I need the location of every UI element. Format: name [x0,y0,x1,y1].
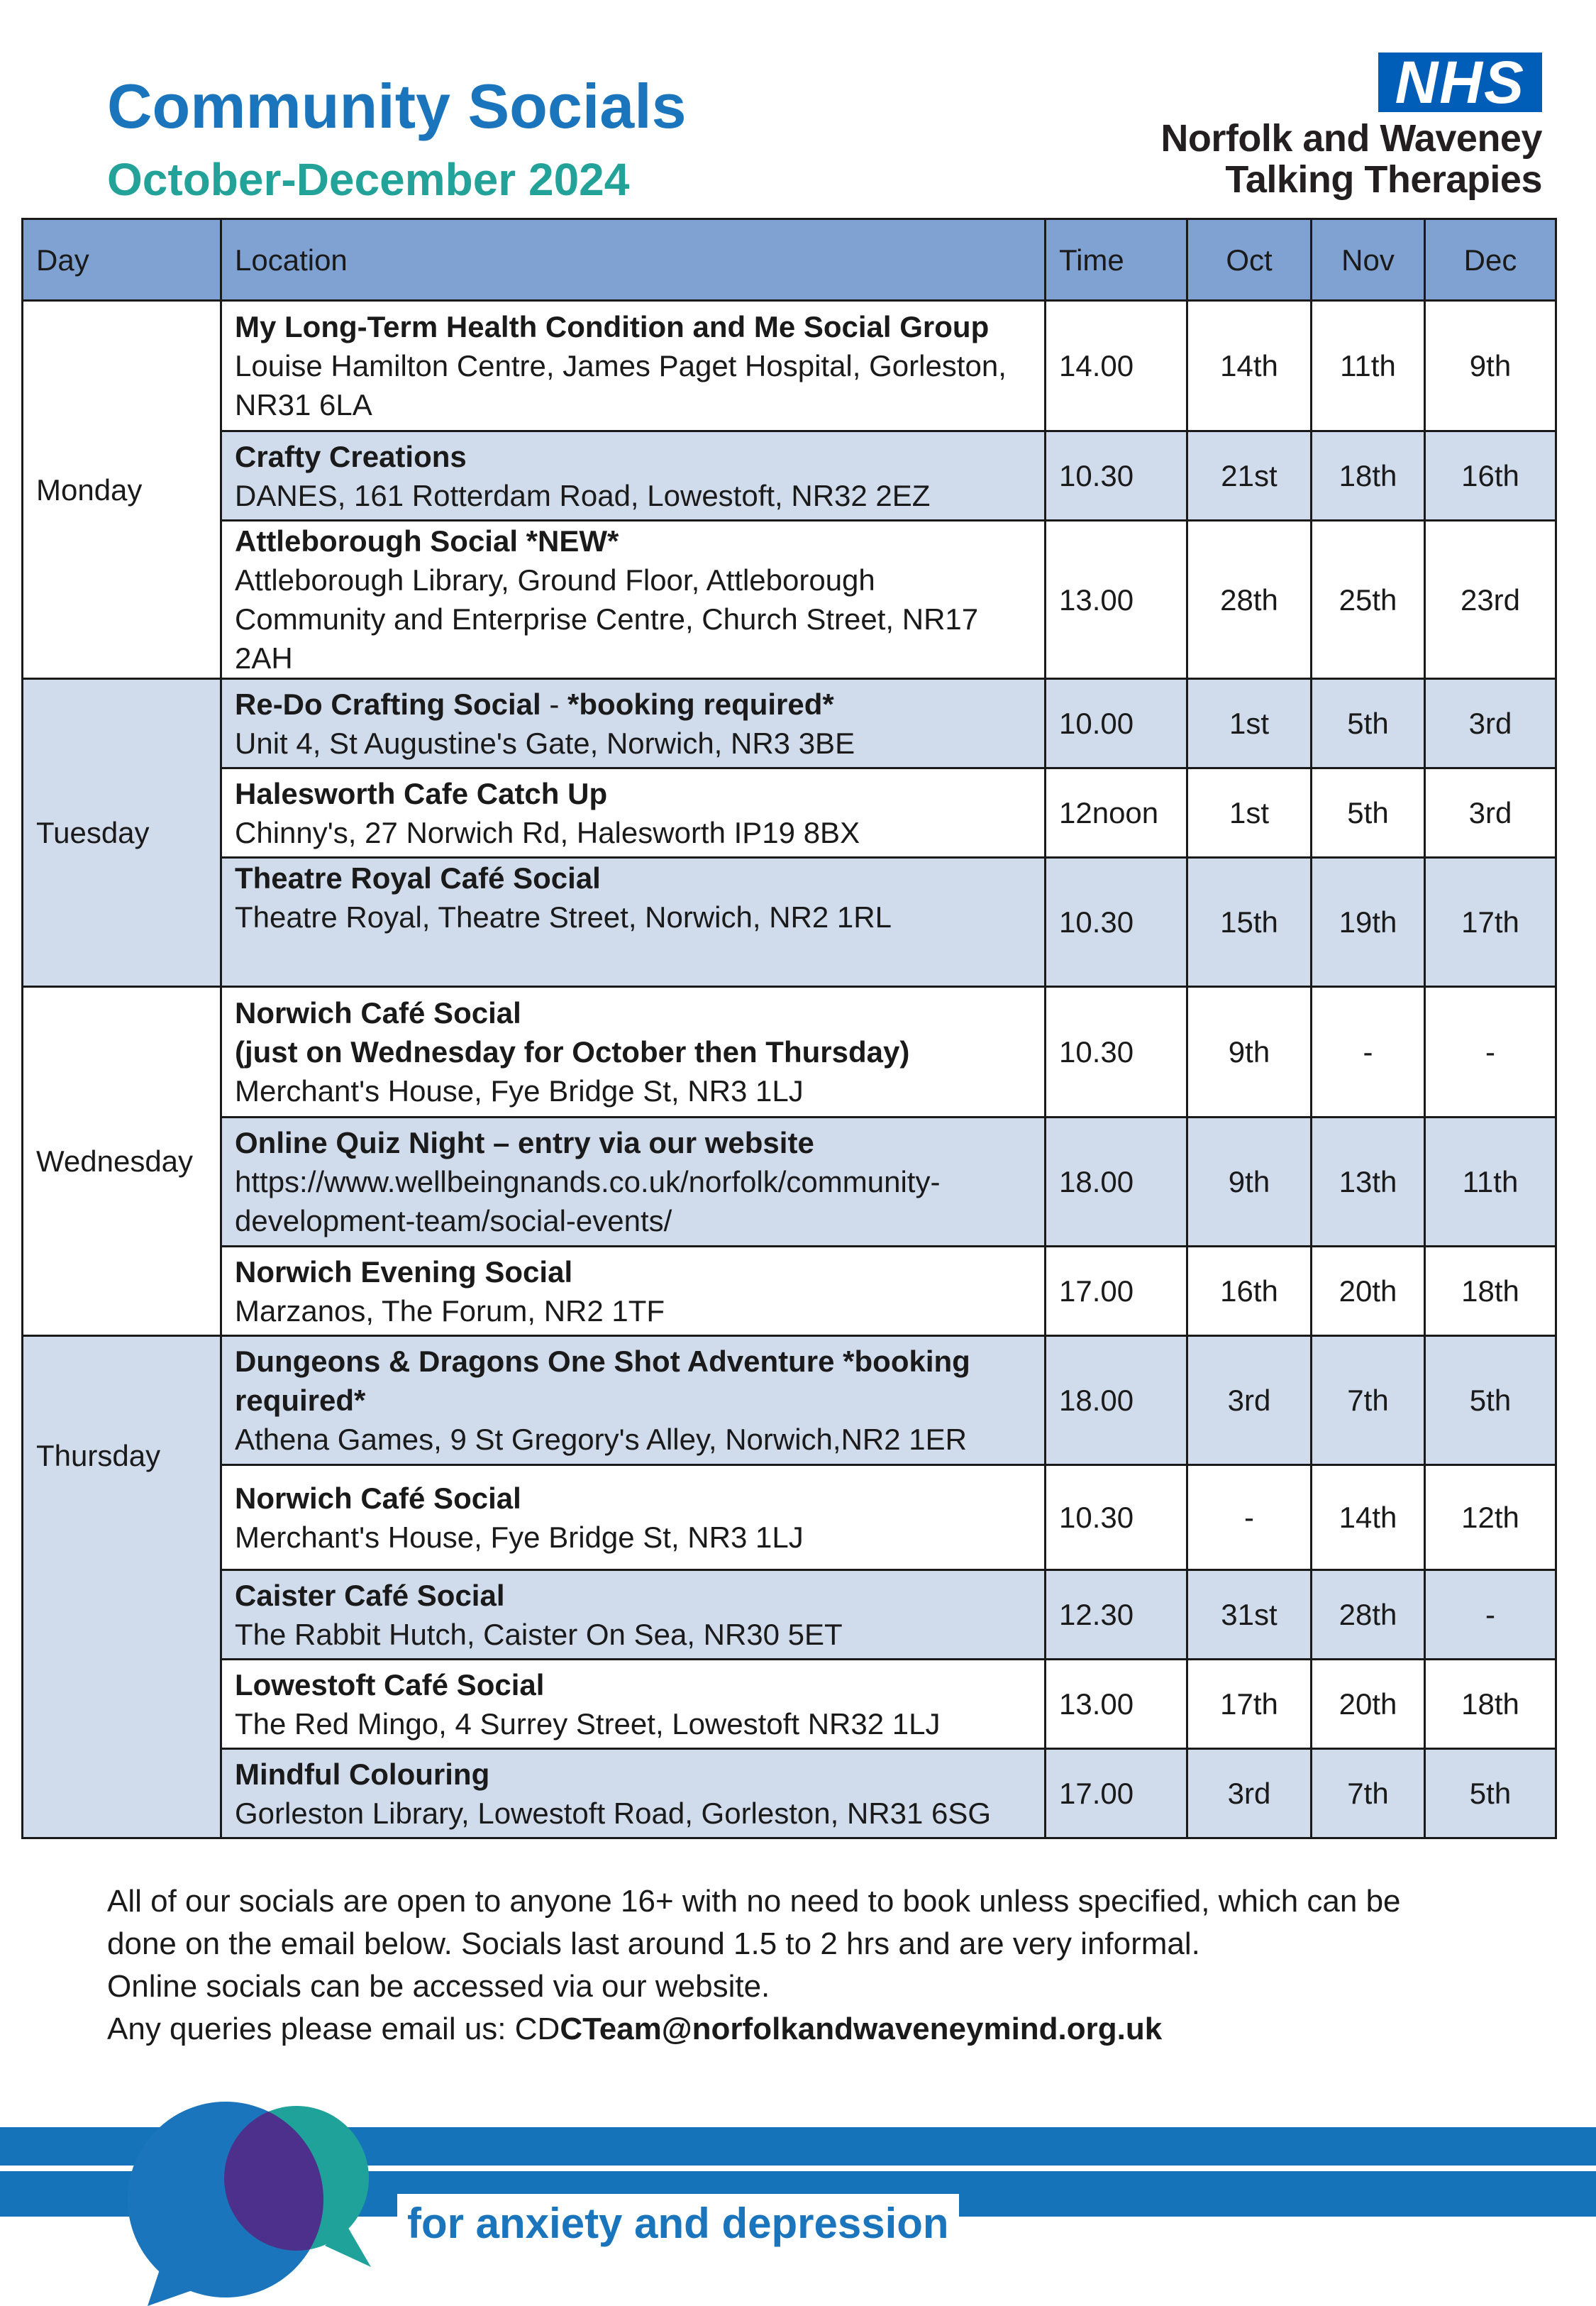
time-cell: 12.30 [1046,1570,1187,1660]
time-cell: 17.00 [1046,1749,1187,1838]
dec-cell: 3rd [1425,679,1556,768]
time-cell: 18.00 [1046,1118,1187,1247]
footer-line: Online socials can be accessed via our website. [107,1969,770,2004]
oct-cell: 3rd [1187,1749,1312,1838]
nov-cell: 13th [1312,1118,1425,1247]
time-cell: 10.00 [1046,679,1187,768]
time-cell: 12noon [1046,768,1187,858]
time-cell: 14.00 [1046,301,1187,431]
footer-contact-prefix: Any queries please email us: CD [107,2012,560,2046]
oct-cell: 1st [1187,768,1312,858]
dec-cell: 12th [1425,1465,1556,1570]
header-location: Location [221,219,1046,301]
time-cell: 13.00 [1046,521,1187,679]
event-address: Chinny's, 27 Norwich Rd, Halesworth IP19 8BX [235,815,860,849]
time-cell: 13.00 [1046,1660,1187,1749]
location-cell [221,987,1046,1118]
event-address: Attleborough Library, Ground Floor, Attleborough Community and Enterprise Centre, Church Street, NR17 2AH [235,563,979,675]
table-row [23,768,1556,858]
day-tuesday: Tuesday [23,679,221,987]
table-row [23,521,1556,679]
event-note: (just on Wednesday for October then Thursday) [235,1035,910,1069]
event-address: Theatre Royal, Theatre Street, Norwich, NR2 1RL [235,900,892,934]
event-name: Theatre Royal Café Social [235,861,601,895]
event-name: Norwich Evening Social [235,1254,573,1289]
table-row [23,1247,1556,1336]
location-cell [221,1336,1046,1465]
dec-cell: 11th [1425,1118,1556,1247]
event-name: Re-Do Crafting Social [235,687,541,721]
event-address: Unit 4, St Augustine's Gate, Norwich, NR3 3BE [235,726,855,760]
location-cell [221,301,1046,431]
event-address: Merchant's House, Fye Bridge St, NR3 1LJ [235,1520,804,1554]
location-cell [221,1570,1046,1660]
dec-cell: - [1425,1570,1556,1660]
event-name: My Long-Term Health Condition and Me Social Group [235,310,990,343]
header-day: Day [23,219,221,301]
location-cell [221,679,1046,768]
email-link[interactable]: CTeam@norfolkandwaveneymind.org.uk [560,2012,1163,2046]
time-cell: 18.00 [1046,1336,1187,1465]
tagline: for anxiety and depression [397,2194,959,2253]
event-address: Gorleston Library, Lowestoft Road, Gorleston, NR31 6SG [235,1796,992,1830]
oct-cell: - [1187,1465,1312,1570]
table-row [23,431,1556,521]
nov-cell: 7th [1312,1336,1425,1465]
oct-cell: 21st [1187,431,1312,521]
header-nov: Nov [1312,219,1425,301]
event-name: Caister Café Social [235,1578,505,1612]
table-row [23,858,1556,987]
location-cell [221,1465,1046,1570]
location-cell [221,1247,1046,1336]
nov-cell: 5th [1312,679,1425,768]
location-cell [221,1660,1046,1749]
oct-cell: 9th [1187,987,1312,1118]
event-address: Athena Games, 9 St Gregory's Alley, Norwich,NR2 1ER [235,1423,967,1456]
footer-line: done on the email below. Socials last around 1.5 to 2 hrs and are very informal. [107,1926,1200,1961]
booking-required-note: *booking required* [567,687,834,721]
oct-cell: 14th [1187,301,1312,431]
location-cell [221,1118,1046,1247]
table-header-row [23,219,1556,301]
nov-cell: 20th [1312,1660,1425,1749]
oct-cell: 28th [1187,521,1312,679]
header-oct: Oct [1187,219,1312,301]
table-row [23,1465,1556,1570]
nhs-logo [1102,49,1542,201]
location-cell [221,768,1046,858]
dec-cell: 16th [1425,431,1556,521]
day-monday: Monday [23,301,221,679]
event-name: Norwich Café Social [235,1481,521,1515]
nov-cell: 20th [1312,1247,1425,1336]
page-title: Community Socials [107,71,687,141]
table-row [23,987,1556,1118]
oct-cell: 1st [1187,679,1312,768]
footer-line: All of our socials are open to anyone 16+ with no need to book unless specified, which can be [107,1884,1401,1919]
event-name: Mindful Colouring [235,1757,490,1791]
table-row [23,301,1556,431]
table-row [23,679,1556,768]
nov-cell: 28th [1312,1570,1425,1660]
socials-table [21,218,1557,1839]
event-name: Attleborough Social *NEW* [235,524,619,558]
logo-line-2: Talking Therapies [1225,158,1542,201]
time-cell: 17.00 [1046,1247,1187,1336]
speech-bubbles-icon [119,2100,389,2306]
table-row [23,1570,1556,1660]
event-name: Crafty Creations [235,439,467,473]
dec-cell: 3rd [1425,768,1556,858]
table-row [23,1749,1556,1838]
nhs-badge: NHS [1378,53,1542,112]
nov-cell: 14th [1312,1465,1425,1570]
header-dec: Dec [1425,219,1556,301]
location-cell [221,521,1046,679]
dec-cell: 5th [1425,1336,1556,1465]
oct-cell: 15th [1187,858,1312,987]
dec-cell: 17th [1425,858,1556,987]
nov-cell: 25th [1312,521,1425,679]
dec-cell: 18th [1425,1660,1556,1749]
day-thursday: Thursday [23,1336,221,1838]
event-address: Louise Hamilton Centre, James Paget Hospital, Gorleston, NR31 6LA [235,349,1007,421]
oct-cell: 31st [1187,1570,1312,1660]
table-row [23,1336,1556,1465]
location-cell [221,858,1046,987]
location-cell [221,431,1046,521]
time-cell: 10.30 [1046,1465,1187,1570]
logo-line-1: Norfolk and Waveney [1160,117,1542,160]
nov-cell: - [1312,987,1425,1118]
time-cell: 10.30 [1046,431,1187,521]
event-address: The Red Mingo, 4 Surrey Street, Lowestoft NR32 1LJ [235,1706,941,1740]
nov-cell: 7th [1312,1749,1425,1838]
oct-cell: 17th [1187,1660,1312,1749]
event-address: Merchant's House, Fye Bridge St, NR3 1LJ [235,1074,804,1108]
location-cell [221,1749,1046,1838]
event-address: Marzanos, The Forum, NR2 1TF [235,1293,665,1328]
oct-cell: 16th [1187,1247,1312,1336]
time-cell: 10.30 [1046,858,1187,987]
header-time: Time [1046,219,1187,301]
page-subtitle: October-December 2024 [107,154,630,205]
oct-cell: 3rd [1187,1336,1312,1465]
nov-cell: 19th [1312,858,1425,987]
dec-cell: 18th [1425,1247,1556,1336]
dec-cell: 23rd [1425,521,1556,679]
table-row [23,1660,1556,1749]
nov-cell: 18th [1312,431,1425,521]
footer-info [107,1880,1526,2051]
dec-cell: 9th [1425,301,1556,431]
event-address: The Rabbit Hutch, Caister On Sea, NR30 5ET [235,1617,843,1651]
nov-cell: 11th [1312,301,1425,431]
day-wednesday: Wednesday [23,987,221,1336]
event-name: Online Quiz Night – entry via our website [235,1126,814,1159]
event-name: Dungeons & Dragons One Shot Adventure *booking required* [235,1345,970,1417]
time-cell: 10.30 [1046,987,1187,1118]
event-name: Halesworth Cafe Catch Up [235,776,608,810]
dec-cell: 5th [1425,1749,1556,1838]
event-address: DANES, 161 Rotterdam Road, Lowestoft, NR32 2EZ [235,478,931,512]
nov-cell: 5th [1312,768,1425,858]
website-link[interactable]: https://www.wellbeingnands.co.uk/norfolk/community-development-team/social-events/ [235,1165,941,1237]
footer-contact [107,2008,1526,2051]
dec-cell: - [1425,987,1556,1118]
event-name-separator: - [541,687,568,721]
event-name: Lowestoft Café Social [235,1667,545,1701]
event-name: Norwich Café Social [235,996,521,1030]
table-row [23,1118,1556,1247]
oct-cell: 9th [1187,1118,1312,1247]
